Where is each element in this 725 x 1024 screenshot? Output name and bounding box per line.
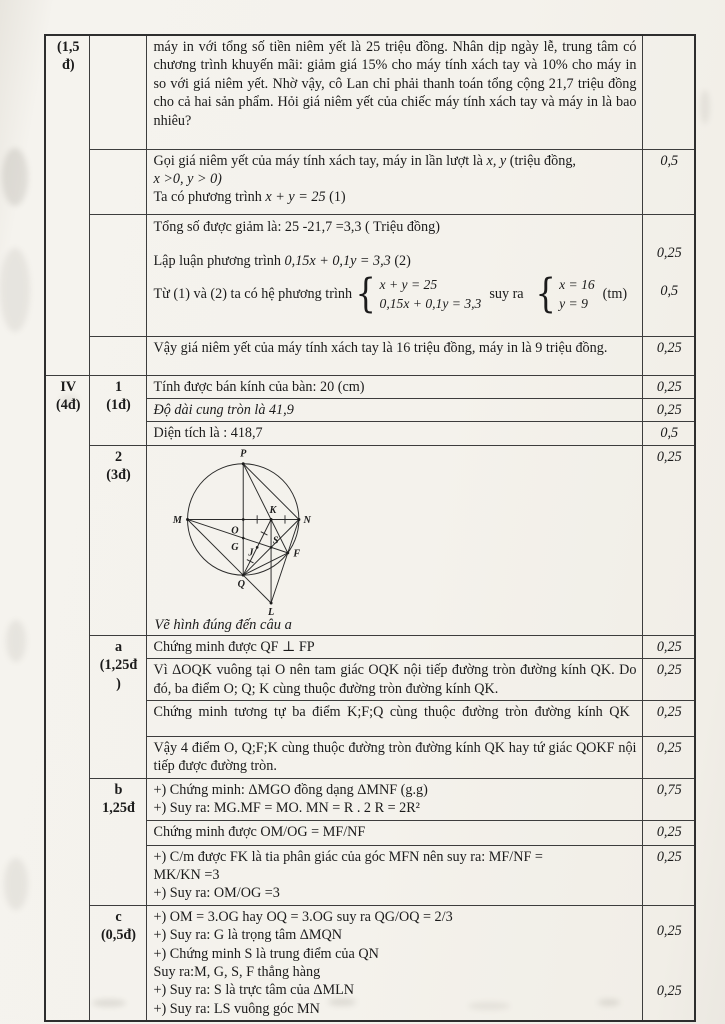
question-number-line: đ) xyxy=(61,57,75,74)
solution-cell: Chứng minh được QF ⊥ FP xyxy=(146,635,642,658)
solution-line: +) Suy ra: MG.MF = MO. MN = R . 2 R = 2R² xyxy=(153,800,420,817)
table-row xyxy=(45,778,695,820)
solution-line: +) C/m được FK là tia phân giác của góc MFN nên suy ra: MF/NF = xyxy=(153,848,543,865)
solution-cell xyxy=(146,214,642,336)
solution-line: +) Suy ra: G là trọng tâm ΔMQN xyxy=(153,927,343,944)
solution-cell xyxy=(146,845,642,905)
scan-smudge xyxy=(2,148,28,206)
points-stack: 0,25 0,25 xyxy=(656,922,682,1000)
points-cell xyxy=(642,214,695,336)
solution-cell xyxy=(146,149,642,214)
scan-smudge xyxy=(598,999,620,1006)
solution-cell: Vậy giá niêm yết của máy tính xách tay là 16 triệu đồng, máy in là 9 triệu đồng. xyxy=(146,336,642,375)
points-cell xyxy=(642,35,695,149)
scan-smudge xyxy=(700,90,710,124)
question-number-cell xyxy=(45,375,89,1021)
solution-cell: Tính được bán kính của bàn: 20 (cm) xyxy=(146,375,642,398)
points-cell: 0,5 xyxy=(642,149,695,214)
solution-cell xyxy=(146,778,642,820)
solution-cell xyxy=(146,905,642,1021)
solution-cell: Vậy 4 điểm O, Q;F;K cùng thuộc đường tròn đường kính QK hay tứ giác QOKF nội tiếp được đường tròn. xyxy=(146,736,642,778)
table-row xyxy=(45,336,695,375)
scan-smudge xyxy=(92,999,126,1007)
solution-line: +) Chứng minh: ΔMGO đồng dạng ΔMNF (g.g) xyxy=(153,781,428,798)
points-cell: 0,25 xyxy=(642,375,695,398)
points-cell xyxy=(642,905,695,1021)
point-label-S: S xyxy=(272,535,279,547)
table-row xyxy=(45,375,695,398)
equation-system: x + y = 25 0,15x + 0,1y = 3,3 xyxy=(379,276,482,311)
point-label-M: M xyxy=(172,514,182,526)
solution-cell: Chứng minh được OM/OG = MF/NF xyxy=(146,820,642,845)
sub-question-cell: c (0,5đ) xyxy=(89,905,146,1021)
point-label-L: L xyxy=(267,606,274,616)
figure-caption: Vẽ hình đúng đến câu a xyxy=(154,616,292,633)
points-cell: 0,5 xyxy=(642,422,695,445)
table-row xyxy=(45,149,695,214)
table-row xyxy=(45,445,695,635)
scan-smudge xyxy=(0,248,30,332)
equation-system-line: Từ (1) và (2) ta có hệ phương trình { x + y = 25 0,15x + 0,1y = 3,3 suy ra { x = 16 y = 9 (tm) xyxy=(153,270,628,317)
sub-question-cell: b 1,25đ xyxy=(89,778,146,905)
solution-line: Tổng số được giảm là: 25 -21,7 =3,3 ( Triệu đồng) xyxy=(153,218,440,235)
solution-cell: Độ dài cung tròn là 41,9 xyxy=(146,398,642,421)
question-number-line: (4đ) xyxy=(56,396,81,413)
solution-cell: Vì ΔOQK vuông tại O nên tam giác OQK nội tiếp đường tròn đường kính QK. Do đó, ba điểm O; Q; K cùng thuộc đường tròn đường kính QK. xyxy=(146,659,642,701)
solution-line: Ta có phương trình x + y = 25 (1) xyxy=(153,189,346,206)
point-label-N: N xyxy=(303,514,311,526)
scan-smudge xyxy=(468,1002,510,1010)
points-cell: 0,25 xyxy=(642,336,695,375)
point-label-J: J xyxy=(247,547,253,559)
scan-smudge xyxy=(6,620,26,662)
left-brace: { xyxy=(355,270,377,317)
statement-text: máy in với tổng số tiền niêm yết là 25 triệu đồng. Nhân dịp ngày lễ, trung tâm có chương trình khuyến mãi: giảm giá 15% cho máy tính xách tay và 10% cho máy in so với giá niêm yết. Nhờ vậy, cô Lan chỉ phải thanh toán tổng cộng 21,7 triệu đồng cho cả hai sản phẩm. Hỏi giá niêm yết của chiếc máy tính xách tay và máy in là bao nhiêu? xyxy=(153,39,637,129)
points-cell: 0,25 xyxy=(642,820,695,845)
solution-line: Lập luận phương trình 0,15x + 0,1y = 3,3 (2) xyxy=(153,252,411,269)
table-row xyxy=(45,35,695,149)
sub-question-cell: 2 (3đ) xyxy=(89,445,146,635)
sub-question-cell: 1 (1đ) xyxy=(89,375,146,445)
point-label-K: K xyxy=(269,504,276,516)
solution-line: +) Suy ra: S là trực tâm của ΔMLN xyxy=(153,982,355,999)
answer-key-table xyxy=(44,34,696,1022)
solution-line: +) Suy ra: OM/OG =3 xyxy=(153,885,280,902)
points-cell: 0,25 xyxy=(642,845,695,905)
points-cell: 0,75 xyxy=(642,778,695,820)
solution-line: +) Suy ra: LS vuông góc MN xyxy=(153,1000,320,1017)
solution-line: Gọi giá niêm yết của máy tính xách tay, máy in lần lượt là x, y (triệu đồng, xyxy=(153,152,576,169)
point-label-F: F xyxy=(292,548,300,560)
point-label-Q: Q xyxy=(237,578,245,590)
question-number-cell xyxy=(45,35,89,375)
points-cell: 0,25 xyxy=(642,398,695,421)
blank-space xyxy=(154,238,637,251)
table-row xyxy=(45,214,695,336)
figure-cell xyxy=(146,445,642,635)
solution-line: Suy ra:M, G, S, F thẳng hàng xyxy=(153,964,321,980)
table-row xyxy=(45,905,695,1021)
scan-smudge xyxy=(328,998,356,1006)
point-label-O: O xyxy=(230,525,239,537)
points-cell: 0,25 xyxy=(642,635,695,658)
equation-system: x = 16 y = 9 xyxy=(559,276,595,311)
scan-smudge xyxy=(60,395,78,405)
point-label-P: P xyxy=(239,448,246,460)
points-cell: 0,25 xyxy=(642,736,695,778)
sub-question-cell-empty xyxy=(89,149,146,214)
solution-line: +) Chứng minh S là trung điểm của QN xyxy=(153,945,379,962)
question-number-line: IV xyxy=(60,378,77,395)
solution-cell: Diện tích là : 418,7 xyxy=(146,422,642,445)
sub-question-cell-empty xyxy=(89,336,146,375)
solution-line: +) OM = 3.OG hay OQ = 3.OG suy ra QG/OQ = 2/3 xyxy=(153,908,453,925)
scan-smudge xyxy=(4,858,28,910)
left-brace: { xyxy=(535,270,556,317)
points-stack: 0,25 0,5 xyxy=(656,244,682,299)
sub-question-cell-empty xyxy=(89,35,146,149)
sub-question-cell-empty xyxy=(89,214,146,336)
points-cell: 0,25 xyxy=(642,700,695,736)
solution-line: x >0, y > 0) xyxy=(153,170,222,187)
points-cell: 0,25 xyxy=(642,659,695,701)
sub-question-cell: a (1,25đ ) xyxy=(89,635,146,778)
geometry-figure xyxy=(159,448,359,616)
table-row xyxy=(45,635,695,658)
solution-cell: Chứng minh tương tự ba điểm K;F;Q cùng thuộc đường tròn đường kính QK xyxy=(146,700,642,736)
statement-cell xyxy=(146,35,642,149)
points-cell: 0,25 xyxy=(642,445,695,635)
question-number-line: (1,5 xyxy=(57,39,80,55)
point-label-G: G xyxy=(230,541,239,553)
scan-smudge xyxy=(238,1003,258,1009)
solution-line: MK/KN =3 xyxy=(153,866,220,883)
